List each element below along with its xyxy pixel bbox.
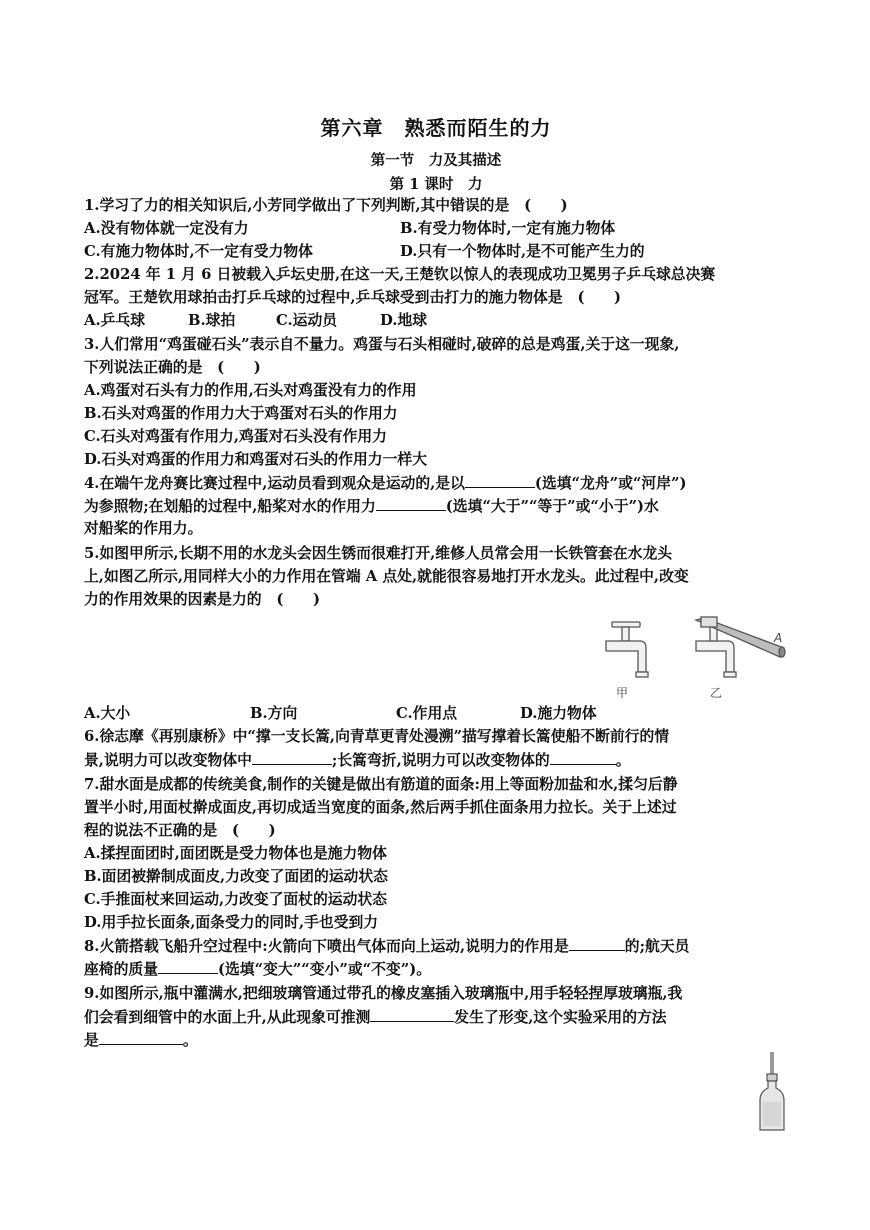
q9-blank-1[interactable] (370, 1006, 454, 1022)
q8-text-1: 8.火箭搭载飞船升空过程中:火箭向下喷出气体而向上运动,说明力的作用是 (84, 938, 569, 955)
q3-stem-line1: 3.人们常用“鸡蛋碰石头”表示自不量力。鸡蛋与石头相碰时,破碎的总是鸡蛋,关于这一现象, (84, 336, 680, 353)
faucet-b-label: 乙 (710, 686, 723, 700)
q8-blank-1[interactable] (569, 935, 625, 951)
q1-option-c: C.有施力物体时,不一定有受力物体 (84, 243, 313, 260)
glass-bottle-image (760, 1052, 784, 1130)
q6-text-3: 。 (615, 752, 631, 769)
q2-stem-line2: 冠军。王楚钦用球拍击打乒乓球的过程中,乒乓球受到击打力的施力物体是 ( ) (84, 289, 622, 306)
lesson-title: 第 1 课时 力 (389, 176, 483, 193)
q9-line2 (84, 1006, 788, 1029)
q1-option-b: B.有受力物体时,一定有施力物体 (400, 220, 616, 237)
q6-text-2: ;长篙弯折,说明力可以改变物体的 (331, 752, 550, 769)
q6-line1: 6.徐志摩《再别康桥》中“撑一支长篙,向青草更青处漫溯”描写撑着长篙使船不断前行的情 (84, 728, 670, 745)
q4-line3: 对船桨的作用力。 (84, 520, 203, 537)
q7-option-c: C.手推面杖来回运动,力改变了面杖的运动状态 (84, 891, 387, 908)
faucet-figure (600, 608, 790, 700)
q5-option-b: B.方向 (250, 705, 298, 722)
q3-option-c: C.石头对鸡蛋有作用力,鸡蛋对石头没有作用力 (84, 428, 387, 445)
q8-text-3: 座椅的质量 (84, 961, 158, 978)
q8-blank-2[interactable] (158, 958, 218, 974)
q5-stem-line1: 5.如图甲所示,长期不用的水龙头会因生锈而很难打开,维修人员常会用一长铁管套在水龙头 (84, 545, 673, 562)
chapter-title: 第六章 熟悉而陌生的力 (320, 116, 552, 140)
point-a-label: A (774, 631, 783, 645)
q1-option-a: A.没有物体就一定没有力 (84, 220, 249, 237)
q2-option-d: D.地球 (380, 312, 428, 329)
q4-text-4: (选填“大于”“等于”或“小于”)水 (445, 498, 659, 515)
q7-stem-line3: 程的说法不正确的是 ( ) (84, 822, 276, 839)
bottle-figure (754, 1050, 790, 1134)
q4-text-2: (选填“龙舟”或“河岸”) (534, 475, 687, 492)
q9-text-2: 发生了形变,这个实验采用的方法 (454, 1009, 667, 1026)
q2-option-b: B.球拍 (188, 312, 236, 329)
q6-blank-1[interactable] (252, 749, 332, 765)
q3-option-a: A.鸡蛋对石头有力的作用,石头对鸡蛋没有力的作用 (84, 382, 417, 399)
q6-text-1: 景,说明力可以改变物体中 (84, 752, 252, 769)
q2-option-c: C.运动员 (276, 312, 338, 329)
faucet-a-image (606, 622, 648, 677)
faucet-b-image (696, 617, 785, 677)
q4-blank-1[interactable] (465, 472, 535, 488)
q7-stem-line1: 7.甜水面是成都的传统美食,制作的关键是做出有筋道的面条:用上等面粉加盐和水,揉匀后静 (84, 776, 678, 793)
q1-option-d: D.只有一个物体时,是不可能产生力的 (400, 243, 645, 260)
q5-option-a: A.大小 (84, 705, 131, 722)
q5-option-c: C.作用点 (396, 705, 458, 722)
faucet-a-label: 甲 (616, 686, 629, 700)
q7-stem-line2: 置半小时,用面杖擀成面皮,再切成适当宽度的面条,然后两手抓住面条用力拉长。关于上述过 (84, 799, 677, 816)
q9-line3 (84, 1029, 788, 1052)
q3-option-b: B.石头对鸡蛋的作用力大于鸡蛋对石头的作用力 (84, 405, 398, 422)
q4-text-1: 4.在端午龙舟赛比赛过程中,运动员看到观众是运动的,是以 (84, 475, 465, 492)
q4-text-3: 为参照物;在划船的过程中,船桨对水的作用力 (84, 498, 376, 515)
q1-stem: 1.学习了力的相关知识后,小芳同学做出了下列判断,其中错误的是 ( ) (84, 197, 568, 214)
q9-text-3: 是 (84, 1032, 99, 1049)
q8-text-2: 的;航天员 (624, 938, 690, 955)
q6-line2 (84, 749, 788, 772)
q8-line1 (84, 935, 788, 958)
q3-stem-line2: 下列说法正确的是 ( ) (84, 359, 261, 376)
q2-stem-line1: 2.2024 年 1 月 6 日被载入乒坛史册,在这一天,王楚钦以惊人的表现成功卫冕男子乒乓球总决赛 (84, 266, 716, 283)
q7-option-a: A.揉捏面团时,面团既是受力物体也是施力物体 (84, 845, 387, 862)
q5-stem-line3: 力的作用效果的因素是力的 ( ) (84, 591, 320, 608)
q9-text-4: 。 (182, 1032, 198, 1049)
section-title: 第一节 力及其描述 (370, 152, 502, 169)
q5-option-d: D.施力物体 (520, 705, 597, 722)
q9-line1: 9.如图所示,瓶中灌满水,把细玻璃管通过带孔的橡皮塞插入玻璃瓶中,用手轻轻捏厚玻璃瓶,我 (84, 985, 683, 1002)
q7-option-d: D.用手拉长面条,面条受力的同时,手也受到力 (84, 914, 379, 931)
q8-text-4: (选填“变大”“变小”或“不变”)。 (218, 961, 432, 978)
q6-blank-2[interactable] (550, 749, 616, 765)
q9-blank-2[interactable] (99, 1029, 183, 1045)
q4-line2 (84, 495, 788, 518)
q7-option-b: B.面团被擀制成面皮,力改变了面团的运动状态 (84, 868, 388, 885)
q4-line1 (84, 472, 788, 495)
q3-option-d: D.石头对鸡蛋的作用力和鸡蛋对石头的作用力一样大 (84, 451, 427, 468)
q4-blank-2[interactable] (376, 495, 446, 511)
q2-option-a: A.乒乓球 (84, 312, 146, 329)
q9-text-1: 们会看到细管中的水面上升,从此现象可推测 (84, 1009, 371, 1026)
q8-line2 (84, 958, 788, 981)
q5-stem-line2: 上,如图乙所示,用同样大小的力作用在管端 A 点处,就能很容易地打开水龙头。此过程中,改变 (84, 568, 689, 585)
